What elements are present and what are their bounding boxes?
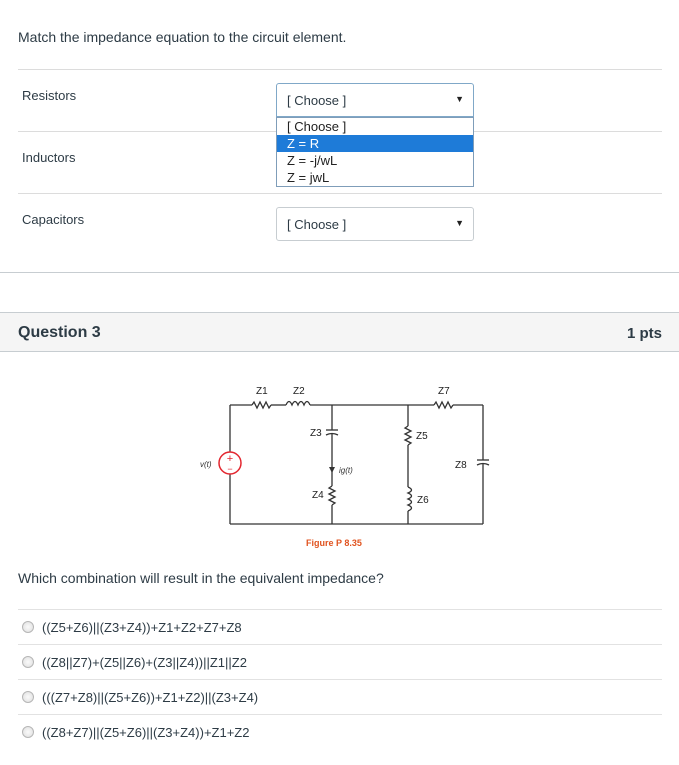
radio-button[interactable] bbox=[22, 726, 34, 738]
row-label-resistors: Resistors bbox=[22, 88, 77, 103]
label-z4: Z4 bbox=[312, 490, 324, 501]
question-separator bbox=[0, 272, 679, 273]
divider bbox=[474, 131, 662, 132]
row-label-inductors: Inductors bbox=[22, 150, 76, 165]
matching-prompt: Match the impedance equation to the circuit element. bbox=[18, 29, 347, 45]
answer-option[interactable] bbox=[18, 645, 662, 679]
row-label-capacitors: Capacitors bbox=[22, 212, 85, 227]
circuit-figure bbox=[190, 378, 500, 558]
chevron-down-icon: ▼ bbox=[455, 218, 464, 228]
dropdown-option-choose[interactable]: [ Choose ] bbox=[287, 119, 347, 134]
label-z1: Z1 bbox=[256, 386, 268, 397]
dropdown-option-z-jwl[interactable]: Z = jwL bbox=[287, 170, 330, 185]
question-points: 1 pts bbox=[626, 325, 662, 342]
resistors-select[interactable] bbox=[276, 83, 474, 117]
divider bbox=[18, 131, 276, 132]
label-z2: Z2 bbox=[293, 386, 305, 397]
z2-inductor bbox=[286, 402, 310, 406]
answer-text: ((Z5+Z6)||(Z3+Z4))+Z1+Z2+Z7+Z8 bbox=[42, 620, 242, 635]
answer-text: ((Z8||Z7)+(Z5||Z6)+(Z3||Z4))||Z1||Z2 bbox=[42, 655, 247, 670]
radio-button[interactable] bbox=[22, 621, 34, 633]
answer-text: (((Z7+Z8)||(Z5+Z6))+Z1+Z2)||(Z3+Z4) bbox=[42, 690, 259, 705]
answer-text: ((Z8+Z7)||(Z5+Z6)||(Z3+Z4))+Z1+Z2 bbox=[42, 725, 250, 740]
capacitors-select-value: [ Choose ] bbox=[287, 217, 347, 232]
resistors-dropdown-list bbox=[276, 117, 474, 187]
source-minus: − bbox=[227, 464, 233, 474]
current-arrow-icon bbox=[329, 467, 335, 473]
label-z8: Z8 bbox=[455, 460, 467, 471]
figure-caption: Figure P 8.35 bbox=[306, 538, 362, 548]
z6-inductor bbox=[408, 487, 412, 511]
radio-button[interactable] bbox=[22, 691, 34, 703]
chevron-down-icon: ▼ bbox=[455, 94, 464, 104]
question-header bbox=[0, 312, 679, 352]
answer-option[interactable] bbox=[18, 610, 662, 644]
z7-resistor bbox=[434, 402, 453, 408]
resistors-select-value: [ Choose ] bbox=[287, 93, 347, 108]
z5-resistor bbox=[405, 426, 411, 445]
answer-option[interactable] bbox=[18, 680, 662, 714]
divider bbox=[18, 69, 662, 70]
radio-button[interactable] bbox=[22, 656, 34, 668]
source-plus: + bbox=[226, 453, 234, 465]
question-text: Which combination will result in the equivalent impedance? bbox=[18, 570, 384, 586]
dropdown-option-z-r[interactable]: Z = R bbox=[277, 135, 473, 152]
divider bbox=[18, 193, 662, 194]
dropdown-option-z-neg-j-wl[interactable]: Z = -j/wL bbox=[287, 153, 338, 168]
label-z3: Z3 bbox=[310, 428, 322, 439]
current-label: ig(t) bbox=[339, 466, 353, 475]
question-title: Question 3 bbox=[18, 324, 101, 341]
capacitors-select[interactable] bbox=[276, 207, 474, 241]
z4-resistor bbox=[329, 486, 335, 505]
source-label: v(t) bbox=[200, 460, 212, 469]
label-z7: Z7 bbox=[438, 386, 450, 397]
label-z6: Z6 bbox=[417, 495, 429, 506]
z1-resistor bbox=[252, 402, 271, 408]
answer-option[interactable] bbox=[18, 715, 662, 749]
label-z5: Z5 bbox=[416, 431, 428, 442]
